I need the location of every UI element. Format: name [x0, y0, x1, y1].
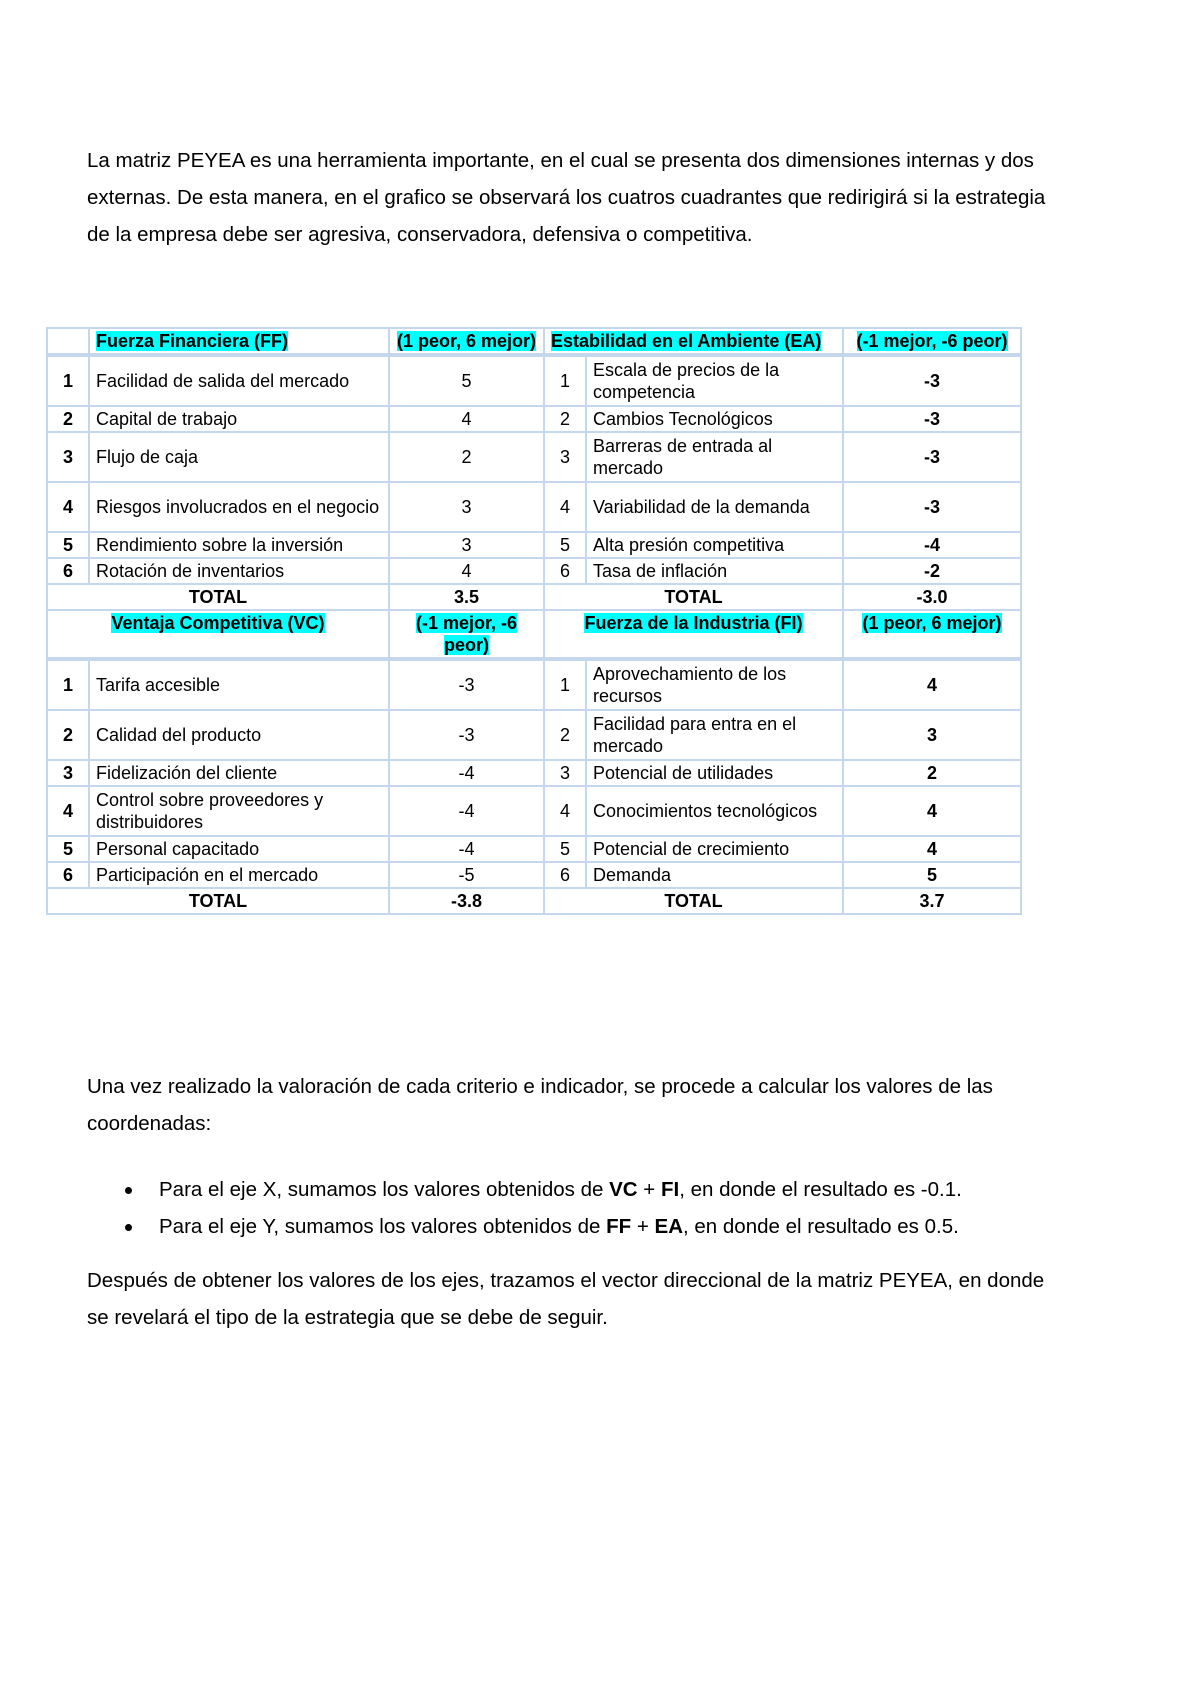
ff-scale: (1 peor, 6 mejor) — [389, 328, 544, 355]
table-header-row — [47, 610, 1021, 659]
vc-title: Ventaja Competitiva (VC) — [47, 610, 389, 659]
bullet-list — [87, 1171, 1087, 1245]
table-row: 3 Fidelización del cliente -4 3 Potencial de utilidades 2 — [47, 760, 1021, 786]
table-row: 5 Rendimiento sobre la inversión 3 5 Alta presión competitiva -4 — [47, 532, 1021, 558]
table-row: 2 Capital de trabajo 4 2 Cambios Tecnológicos -3 — [47, 406, 1021, 432]
ea-scale: (-1 mejor, -6 peor) — [843, 328, 1021, 355]
table-row: 6 Participación en el mercado -5 6 Demanda 5 — [47, 862, 1021, 888]
table-row: 6 Rotación de inventarios 4 6 Tasa de inflación -2 — [47, 558, 1021, 584]
total-label: TOTAL — [544, 888, 843, 914]
table-row: 1 Facilidad de salida del mercado 5 1 Escala de precios de la competencia -3 — [47, 355, 1021, 406]
total-label: TOTAL — [544, 584, 843, 610]
list-item: Para el eje Y, sumamos los valores obtenidos de FF + EA, en donde el resultado es 0.5. — [87, 1208, 1087, 1245]
peyea-table — [46, 327, 1022, 915]
table-row: 4 Control sobre proveedores y distribuidores -4 4 Conocimientos tecnológicos 4 — [47, 786, 1021, 836]
conclusion-paragraph: Después de obtener los valores de los ejes, trazamos el vector direccional de la matriz PEYEA, en donde se revelará el tipo de la estrategia que se debe de seguir. — [87, 1269, 1045, 1329]
fi-total: 3.7 — [843, 888, 1021, 914]
intro-paragraph: La matriz PEYEA es una herramienta importante, en el cual se presenta dos dimensiones internas y dos externas. De esta manera, en el grafico se observará los cuatros cuadrantes que redirigirá si la estrategia de la empresa debe ser agresiva, conservadora, defensiva o competitiva. — [87, 149, 1046, 246]
coordinates-paragraph: Una vez realizado la valoración de cada criterio e indicador, se procede a calcular los valores de las coordenadas: — [87, 1075, 993, 1135]
fi-title: Fuerza de la Industria (FI) — [544, 610, 843, 659]
table-row: 5 Personal capacitado -4 5 Potencial de crecimiento 4 — [47, 836, 1021, 862]
total-label: TOTAL — [47, 584, 389, 610]
total-row — [47, 584, 1021, 610]
table-row: 1 Tarifa accesible -3 1 Aprovechamiento de los recursos 4 — [47, 659, 1021, 710]
vc-total: -3.8 — [389, 888, 544, 914]
list-item: Para el eje X, sumamos los valores obtenidos de VC + FI, en donde el resultado es -0.1. — [87, 1171, 1087, 1208]
ea-total: -3.0 — [843, 584, 1021, 610]
fi-scale: (1 peor, 6 mejor) — [843, 610, 1021, 659]
table-row: 2 Calidad del producto -3 2 Facilidad para entra en el mercado 3 — [47, 710, 1021, 760]
ea-title: Estabilidad en el Ambiente (EA) — [544, 328, 843, 355]
bullet-icon — [125, 1224, 132, 1231]
bullet-icon — [125, 1187, 132, 1194]
vc-scale: (-1 mejor, -6 peor) — [389, 610, 544, 659]
ff-total: 3.5 — [389, 584, 544, 610]
total-label: TOTAL — [47, 888, 389, 914]
table-row: 3 Flujo de caja 2 3 Barreras de entrada al mercado -3 — [47, 432, 1021, 482]
table-row: 4 Riesgos involucrados en el negocio 3 4 Variabilidad de la demanda -3 — [47, 482, 1021, 532]
table-header-row — [47, 328, 1021, 355]
total-row — [47, 888, 1021, 914]
ff-title: Fuerza Financiera (FF) — [89, 328, 389, 355]
